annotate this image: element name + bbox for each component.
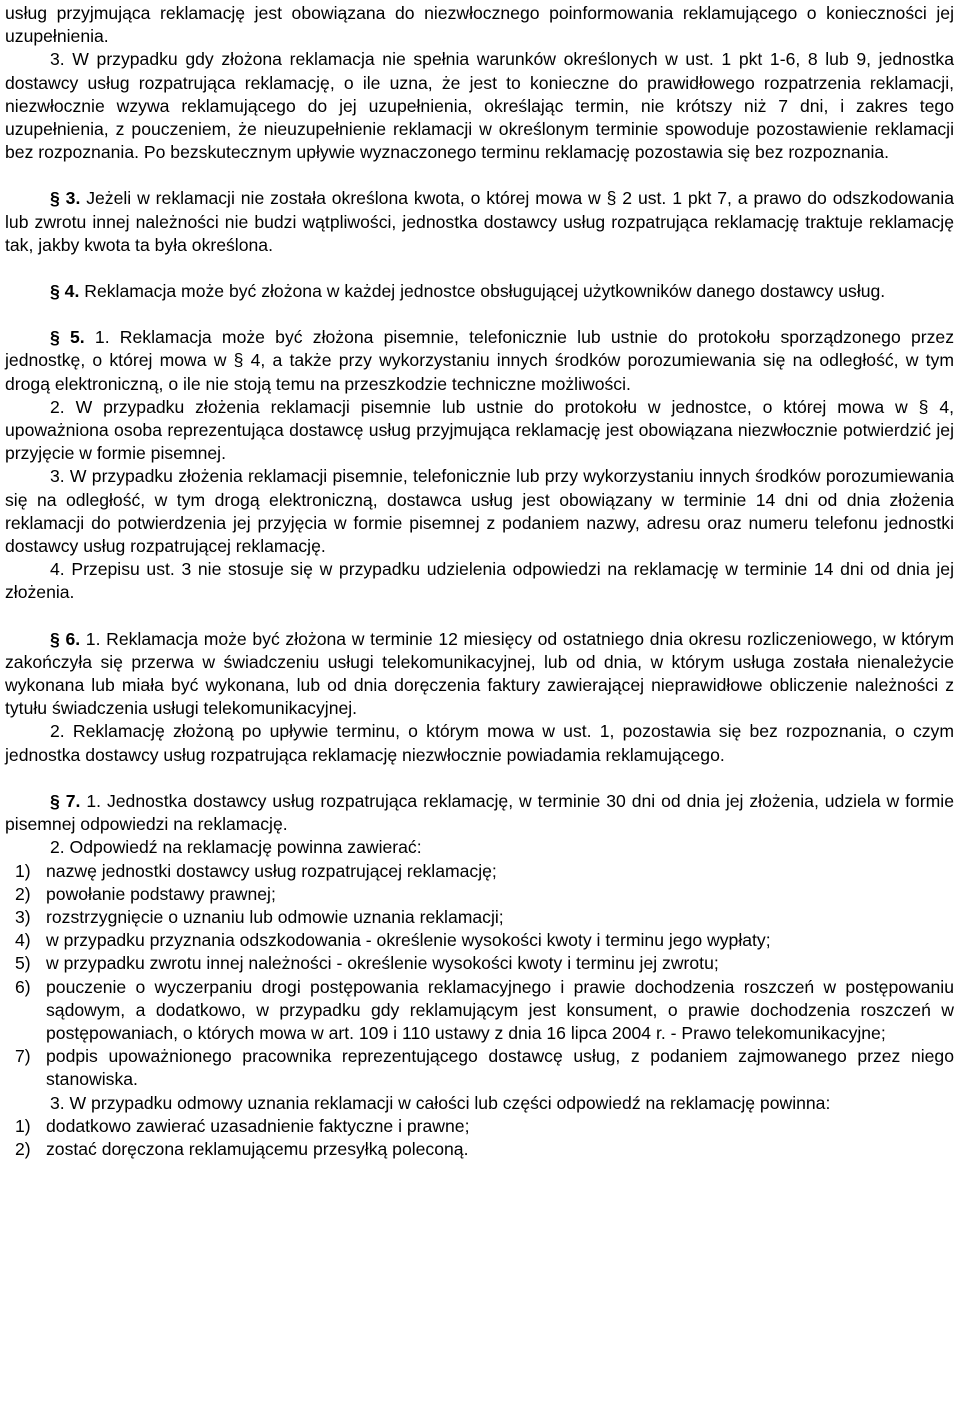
list-item-text: zostać doręczona reklamującemu przesyłką poleconą. xyxy=(46,1138,469,1159)
list-item-number: 4) xyxy=(15,930,31,951)
list-item-text: podpis upoważnionego pracownika reprezentującego dostawcę usług, z podaniem zajmowanego przez niego stanowiska. xyxy=(46,1046,954,1090)
section-text: 1. Jednostka dostawcy usług rozpatrująca reklamację, w terminie 30 dni od dnia jej złożenia, udziela w formie pisemnej odpowiedzi na reklamację. xyxy=(5,790,954,835)
section-text: 1. Reklamacja może być złożona pisemnie, telefonicznie lub ustnie do protokołu sporządzonego przez jednostkę, o której mowa w § 4, a także przy wykorzystaniu innych środków porozumiewania się na odległość, w tym drogą elektroniczną, o ile nie stoją temu na przeszkodzie techniczne możliwości. xyxy=(5,327,954,394)
list-item-number: 1) xyxy=(15,860,31,881)
section-4 xyxy=(5,280,954,303)
list-item-number: 2) xyxy=(15,1138,31,1159)
list-item xyxy=(5,883,954,906)
section-7 xyxy=(5,790,954,836)
section-6 xyxy=(5,628,954,721)
list-item xyxy=(5,1115,954,1138)
list-item-text: w przypadku zwrotu innej należności - określenie wysokości kwoty i terminu jej zwrotu; xyxy=(46,953,719,974)
list-item xyxy=(5,976,954,1046)
paragraph-s5-ust4: 4. Przepisu ust. 3 nie stosuje się w przypadku udzielenia odpowiedzi na reklamację w terminie 14 dni od dnia jej złożenia. xyxy=(5,559,954,603)
paragraph-s6-ust2: 2. Reklamację złożoną po upływie terminu, o którym mowa w ust. 1, pozostawia się bez rozpoznania, o czym jednostka dostawcy usług rozpatrująca reklamację niezwłocznie powiadamia reklamującego. xyxy=(5,721,954,765)
list-item-text: pouczenie o wyczerpaniu drogi postępowania reklamacyjnego i prawie dochodzenia roszczeń w postępowaniu sądowym, a dodatkowo, w przypadku gdy reklamującym jest konsument, o prawie dochodzenia roszczeń w postępowaniach, o których mowa w art. 109 i 110 ustawy z dnia 16 lipca 2004 r. - Prawo telekomunikacyjne; xyxy=(46,976,954,1043)
section-3 xyxy=(5,187,954,257)
list-item-text: powołanie podstawy prawnej; xyxy=(46,883,276,904)
paragraph-s7-ust3: 3. W przypadku odmowy uznania reklamacji w całości lub części odpowiedź na reklamację powinna: xyxy=(50,1092,831,1113)
list-item xyxy=(5,1045,954,1091)
section-number: § 6. xyxy=(50,628,81,649)
list-item xyxy=(5,929,954,952)
section-text: 1. Reklamacja może być złożona w terminie 12 miesięcy od ostatniego dnia okresu rozliczeniowego, w którym zakończyła się przerwa w świadczeniu usługi telekomunikacyjnej, lub od dnia, w którym usługa została nienależycie wykonana lub miała być wykonana, lub od dnia doręczenia faktury zawierającej nieprawidłowe obliczenie należności z tytułu świadczenia usługi telekomunikacyjnej. xyxy=(5,628,954,719)
list-item-number: 3) xyxy=(15,906,31,927)
list-item-number: 1) xyxy=(15,1115,31,1136)
paragraph-s2-ust3: 3. W przypadku gdy złożona reklamacja nie spełnia warunków określonych w ust. 1 pkt 1-6, 8 lub 9, jednostka dostawcy usług rozpatrująca reklamację, o ile uzna, że jest to konieczne do prawidłowego rozpatrzenia reklamacji, niezwłocznie wzywa reklamującego do jej uzupełnienia, określając termin, nie krótszy niż 7 dni, i zakres tego uzupełnienia, z pouczeniem, że nieuzupełnienie reklamacji w określonym terminie spowoduje pozostawienie reklamacji bez rozpoznania. Po bezskutecznym upływie wyznaczonego terminu reklamację pozostawia się bez rozpoznania. xyxy=(5,49,954,163)
list-item-text: dodatkowo zawierać uzasadnienie faktyczne i prawne; xyxy=(46,1115,470,1136)
list-item-number: 5) xyxy=(15,953,31,974)
list-item xyxy=(5,860,954,883)
section-number: § 7. xyxy=(50,790,81,811)
paragraph-continuation: usług przyjmująca reklamację jest obowiązana do niezwłocznego poinformowania reklamującego o konieczności jej uzupełnienia. xyxy=(5,3,954,47)
list-item-text: rozstrzygnięcie o uznaniu lub odmowie uznania reklamacji; xyxy=(46,906,504,927)
list-item-text: w przypadku przyznania odszkodowania - określenie wysokości kwoty i terminu jego wypłaty; xyxy=(46,930,771,951)
answer-contents-list xyxy=(5,860,954,1092)
list-item-number: 6) xyxy=(15,976,31,997)
paragraph-s7-ust2: 2. Odpowiedź na reklamację powinna zawierać: xyxy=(50,837,422,858)
refusal-requirements-list xyxy=(5,1115,954,1161)
list-item xyxy=(5,906,954,929)
section-text: Reklamacja może być złożona w każdej jednostce obsługującej użytkowników danego dostawcy usług. xyxy=(79,281,886,302)
section-number: § 3. xyxy=(50,188,81,209)
section-number: § 4. xyxy=(50,281,80,302)
list-item-text: nazwę jednostki dostawcy usług rozpatrującej reklamację; xyxy=(46,860,497,881)
paragraph-s5-ust2: 2. W przypadku złożenia reklamacji pisemnie lub ustnie do protokołu w jednostce, o której mowa w § 4, upoważniona osoba reprezentująca dostawcę usług przyjmująca reklamację jest obowiązana niezwłocznie potwierdzić jej przyjęcie w formie pisemnej. xyxy=(5,396,954,464)
section-5 xyxy=(5,326,954,396)
paragraph-s5-ust3: 3. W przypadku złożenia reklamacji pisemnie, telefonicznie lub przy wykorzystaniu innych środków porozumiewania się na odległość, w tym drogą elektroniczną, dostawca usług jest obowiązany w terminie 14 dni od dnia złożenia reklamacji do potwierdzenia jej przyjęcia w formie pisemnej z podaniem nazwy, adresu oraz numeru telefonu jednostki dostawcy usług rozpatrującej reklamację. xyxy=(5,466,954,557)
list-item xyxy=(5,952,954,975)
section-number: § 5. xyxy=(50,327,85,348)
section-text: Jeżeli w reklamacji nie została określona kwota, o której mowa w § 2 ust. 1 pkt 7, a prawo do odszkodowania lub zwrotu innej należności nie budzi wątpliwości, jednostka dostawcy usług rozpatrująca reklamację traktuje reklamację tak, jakby kwota ta była określona. xyxy=(5,188,954,255)
list-item-number: 7) xyxy=(15,1046,31,1067)
list-item xyxy=(5,1138,954,1161)
list-item-number: 2) xyxy=(15,883,31,904)
